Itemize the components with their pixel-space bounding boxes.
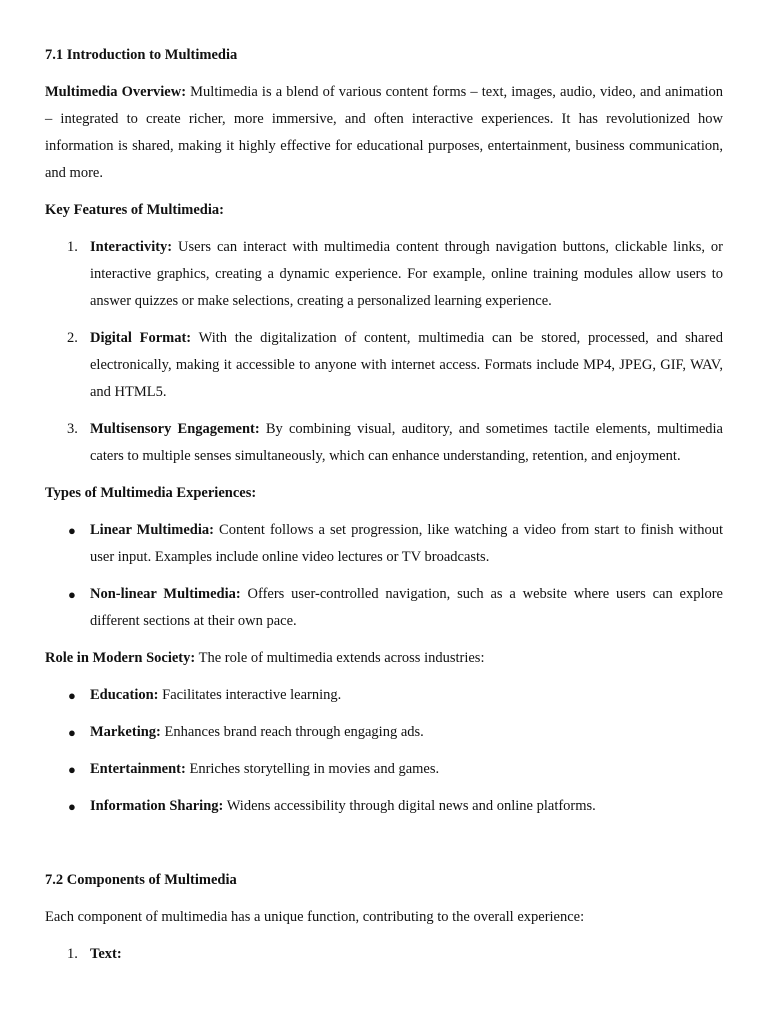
bullet-icon: ● (68, 725, 76, 740)
role-item-label: Information Sharing: (90, 798, 224, 814)
component-item (45, 941, 723, 968)
roles-list (45, 682, 723, 820)
role-item-text: Facilitates interactive learning. (158, 687, 342, 703)
role-label: Role in Modern Society: (45, 650, 196, 666)
type-item (45, 581, 723, 635)
section-7-2-heading: 7.2 Components of Multimedia (45, 872, 237, 888)
feature-label: Digital Format: (90, 330, 192, 346)
role-paragraph (45, 645, 723, 672)
type-label: Linear Multimedia: (90, 522, 214, 538)
document-page (45, 42, 723, 978)
key-features-heading: Key Features of Multimedia: (45, 202, 224, 218)
feature-label: Multisensory Engagement: (90, 421, 260, 437)
feature-item (45, 325, 723, 406)
type-text: Offers user-controlled navigation, such as a website where users can explore different sections at their own pace. (90, 586, 723, 629)
list-number: 2. (67, 330, 78, 346)
role-text: The role of multimedia extends across industries: (195, 650, 485, 666)
types-list (45, 517, 723, 635)
role-item-label: Education: (90, 687, 159, 703)
overview-label: Multimedia Overview: (45, 84, 187, 100)
list-number: 3. (67, 421, 78, 437)
role-item (45, 756, 723, 783)
component-label: Text: (90, 946, 122, 962)
overview-paragraph (45, 79, 723, 187)
bullet-icon: ● (68, 523, 76, 538)
role-item (45, 793, 723, 820)
feature-text: By combining visual, auditory, and sometimes tactile elements, multimedia caters to multiple senses simultaneously, which can enhance understanding, retention, and enjoyment. (90, 421, 723, 464)
type-label: Non-linear Multimedia: (90, 586, 241, 602)
section-spacer (45, 830, 723, 867)
bullet-icon: ● (68, 587, 76, 602)
components-intro: Each component of multimedia has a unique function, contributing to the overall experience: (45, 909, 585, 925)
bullet-icon: ● (68, 688, 76, 703)
feature-item (45, 416, 723, 470)
role-item-text: Widens accessibility through digital news and online platforms. (223, 798, 596, 814)
role-item-label: Marketing: (90, 724, 161, 740)
feature-label: Interactivity: (90, 239, 173, 255)
components-list (45, 941, 723, 968)
role-item-label: Entertainment: (90, 761, 186, 777)
role-item-text: Enhances brand reach through engaging ads. (160, 724, 424, 740)
features-list (45, 234, 723, 470)
feature-text: With the digitalization of content, multimedia can be stored, processed, and shared electronically, making it accessible to anyone with internet access. Formats include MP4, JPEG, GIF, WAV, and HTML5. (90, 330, 723, 400)
role-item (45, 719, 723, 746)
role-item (45, 682, 723, 709)
bullet-icon: ● (68, 762, 76, 777)
type-text: Content follows a set progression, like watching a video from start to finish without user input. Examples include online video lectures or TV broadcasts. (90, 522, 723, 565)
feature-item (45, 234, 723, 315)
types-heading: Types of Multimedia Experiences: (45, 485, 257, 501)
list-number: 1. (67, 239, 78, 255)
bullet-icon: ● (68, 799, 76, 814)
section-7-1-heading: 7.1 Introduction to Multimedia (45, 47, 238, 63)
overview-text: Multimedia is a blend of various content forms – text, images, audio, video, and animation – integrated to create richer, more immersive, and often interactive experiences. It has revolutionized how information is shared, making it highly effective for educational purposes, entertainment, business communication, and more. (45, 84, 723, 181)
feature-text: Users can interact with multimedia content through navigation buttons, clickable links, or interactive graphics, creating a dynamic experience. For example, online training modules allow users to answer quizzes or make selections, creating a personalized learning experience. (90, 239, 723, 309)
type-item (45, 517, 723, 571)
role-item-text: Enriches storytelling in movies and games. (185, 761, 440, 777)
list-number: 1. (67, 946, 78, 962)
